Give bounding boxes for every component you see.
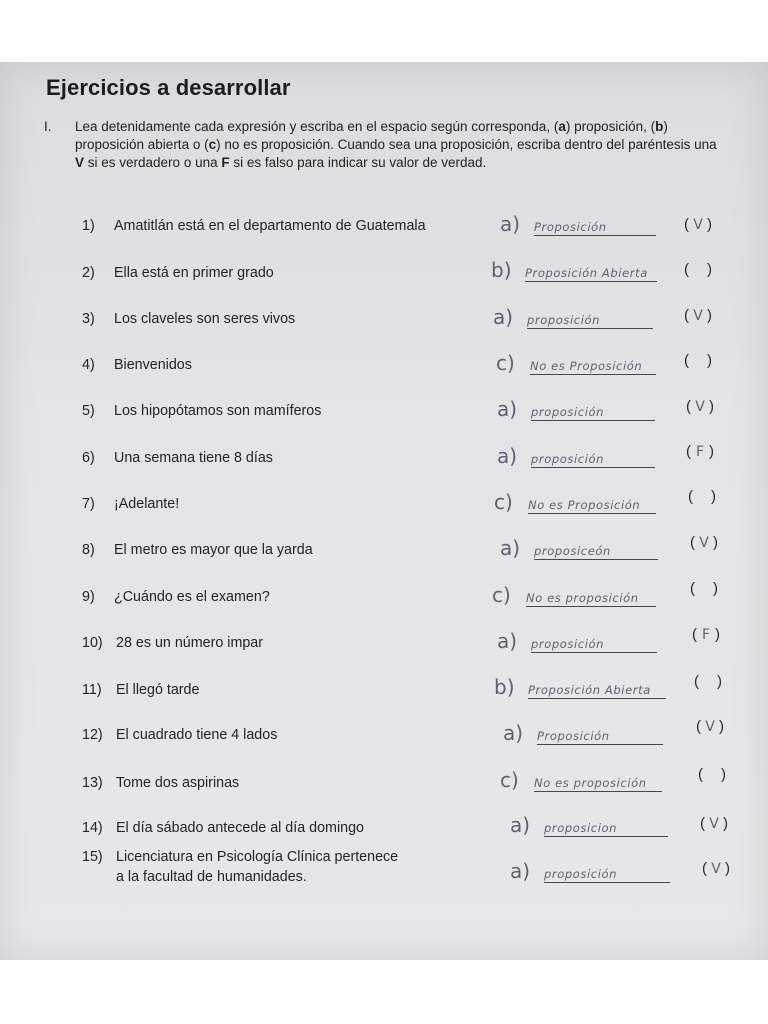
exercise-item [82,775,482,791]
item-text: ¿Cuándo es el examen? [114,589,270,605]
exercise-item [82,542,482,558]
truth-value: ( ) [688,488,716,505]
exercise-item [82,218,482,234]
truth-value: ( ) [684,261,712,278]
exercise-item [82,450,482,466]
truth-mark: V [705,719,715,735]
truth-mark: V [695,399,705,415]
exercise-item [82,820,482,836]
instruction-text: Lea detenidamente cada expresión y escriba en el espacio según corresponda, (a) proposición, (b) proposición abierta o (c) no es proposición. Cuando sea una proposición, escriba dentro del paréntesis una V si es verdadero o una F si es falso para indicar su valor de verdad. [75,119,717,170]
answer-line: proposición [531,452,655,468]
answer-field [496,351,656,375]
answer-letter: a) [500,212,521,236]
truth-value: ( F ) [692,626,720,643]
answer-line: proposiceón [534,544,658,560]
truth-value: ( V ) [696,718,724,735]
answer-letter: a) [497,397,518,421]
answer-field [500,212,656,236]
item-number: 8) [82,542,95,558]
answer-line: Proposición Abierta [528,683,666,699]
truth-value: ( ) [694,673,722,690]
truth-mark: V [699,535,709,551]
item-text: Una semana tiene 8 días [114,450,273,466]
item-text: El llegó tarde [116,682,200,698]
exercise-item [82,847,482,887]
item-text: ¡Adelante! [114,496,180,512]
answer-field [510,859,670,883]
truth-value: ( ) [690,580,718,597]
answer-field [493,305,653,329]
item-number: 14) [82,820,103,836]
answer-line: proposicion [544,821,668,837]
truth-mark: V [711,861,721,877]
answer-line: No es proposición [534,776,662,792]
answer-line: No es Proposición [530,359,656,375]
worksheet-page [0,62,768,960]
exercise-item [82,635,482,651]
answer-letter: c) [500,768,519,792]
truth-value: ( V ) [684,307,712,324]
truth-value: ( F ) [686,443,714,460]
exercise-item [82,403,482,419]
answer-field [492,583,656,607]
item-number: 2) [82,265,95,281]
exercise-item [82,589,482,605]
item-number: 7) [82,496,95,512]
answer-letter: a) [500,536,521,560]
answer-letter: c) [494,490,513,514]
answer-field [503,721,663,745]
item-number: 6) [82,450,95,466]
truth-value: ( V ) [690,534,718,551]
answer-field [491,258,657,282]
truth-mark: V [709,816,719,832]
exercise-item [82,357,482,373]
answer-line: Proposición Abierta [525,266,657,282]
item-number: 10) [82,635,103,651]
item-number: 15) [82,849,103,865]
answer-letter: a) [497,444,518,468]
answer-letter: c) [492,583,511,607]
answer-letter: c) [496,351,515,375]
item-number: 9) [82,589,95,605]
page-title: Ejercicios a desarrollar [46,75,291,100]
answer-letter: a) [510,813,531,837]
item-text: El cuadrado tiene 4 lados [116,727,278,743]
item-text: Los claveles son seres vivos [114,311,296,327]
item-number: 1) [82,218,95,234]
answer-line: proposición [527,313,653,329]
item-number: 13) [82,775,103,791]
answer-line: No es Proposición [528,498,656,514]
answer-line: proposición [531,637,657,653]
truth-value: ( V ) [686,398,714,415]
answer-line: proposición [544,867,670,883]
instruction-number: I. [44,119,52,134]
item-number: 5) [82,403,95,419]
answer-line: No es proposición [526,591,656,607]
truth-value: ( V ) [700,815,728,832]
answer-field [494,490,656,514]
truth-mark: V [693,308,703,324]
exercise-item [82,496,482,512]
item-text: El día sábado antecede al día domingo [116,820,364,836]
answer-field [497,444,655,468]
item-number: 4) [82,357,95,373]
answer-line: Proposición [534,220,656,236]
answer-field [510,813,668,837]
truth-mark: V [693,217,703,233]
item-number: 3) [82,311,95,327]
item-text: Tome dos aspirinas [116,775,240,791]
answer-letter: a) [503,721,524,745]
answer-letter: b) [494,675,515,699]
answer-letter: a) [493,305,514,329]
truth-value: ( V ) [702,860,730,877]
truth-mark: F [695,444,705,460]
item-text: 28 es un número impar [116,635,264,651]
item-text: Bienvenidos [114,357,192,373]
exercise-item [82,265,482,281]
answer-field [497,629,657,653]
answer-field [497,397,655,421]
answer-letter: a) [510,859,531,883]
truth-value: ( ) [698,766,726,783]
answer-field [494,675,666,699]
truth-value: ( ) [684,352,712,369]
answer-letter: b) [491,258,512,282]
truth-value: ( V ) [684,216,712,233]
answer-line: proposición [531,405,655,421]
item-text: Los hipopótamos son mamíferos [114,403,322,419]
item-text: Amatitlán está en el departamento de Guatemala [114,218,426,234]
item-text: El metro es mayor que la yarda [114,542,313,558]
exercise-item [82,682,482,698]
answer-field [500,768,662,792]
item-number: 12) [82,727,103,743]
item-text: Ella está en primer grado [114,265,274,281]
item-text-continued: a la facultad de humanidades. [116,869,307,885]
truth-mark: F [701,627,711,643]
answer-field [500,536,658,560]
exercise-item [82,311,482,327]
item-text: Licenciatura en Psicología Clínica pertenece [116,849,399,865]
answer-letter: a) [497,629,518,653]
exercise-item [82,727,482,743]
item-number: 11) [82,682,102,698]
answer-line: Proposición [537,729,663,745]
